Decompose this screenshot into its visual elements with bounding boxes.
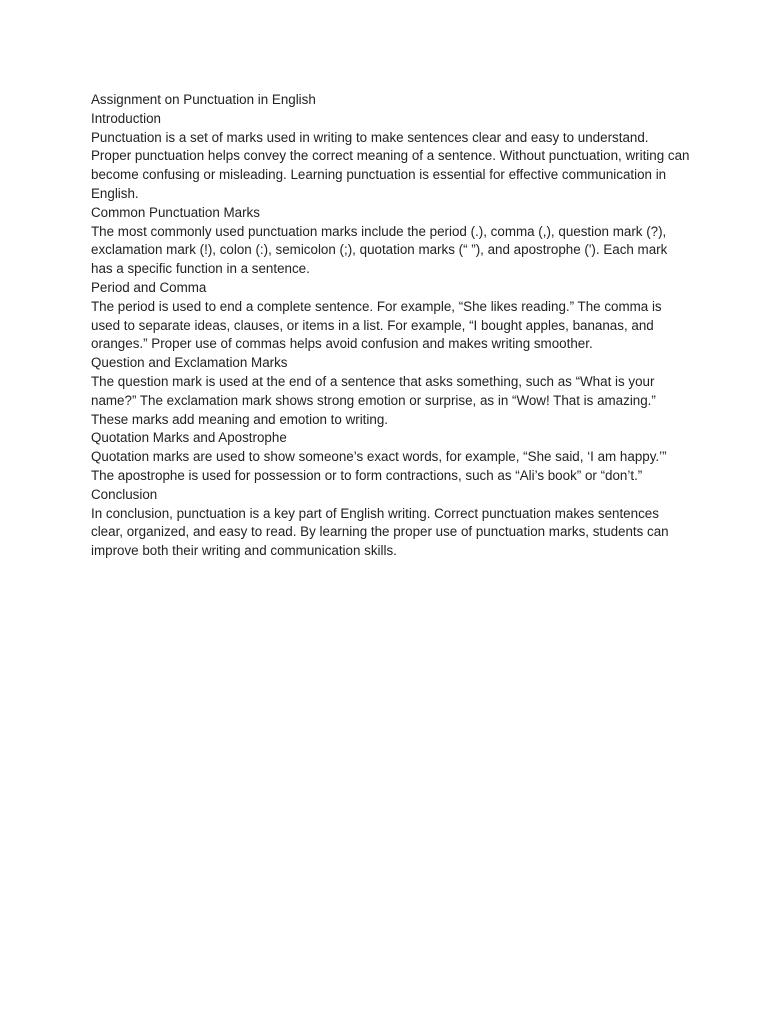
paragraph-period-and-comma: The period is used to end a complete sentence. For example, “She likes reading.” The comma is used to separate ideas, clauses, or items in a list. For example, “I bought apples, bananas, and oranges.” Proper use of commas helps avoid confusion and makes writing smoother. xyxy=(91,298,662,352)
paragraph-conclusion: In conclusion, punctuation is a key part of English writing. Correct punctuation makes sentences clear, organized, and easy to read. By learning the proper use of punctuation marks, students can improve both their writing and communication skills. xyxy=(91,505,669,559)
paragraph-introduction: Punctuation is a set of marks used in writing to make sentences clear and easy to understand. Proper punctuation helps convey the correct meaning of a sentence. Without punctuation, writing can become confusing or misleading. Learning punctuation is essential for effective communication in English. xyxy=(91,129,690,201)
paragraph-question-and-exclamation-marks: The question mark is used at the end of a sentence that asks something, such as “What is your name?” The exclamation mark shows strong emotion or surprise, as in “Wow! That is amazing.” These marks add meaning and emotion to writing. xyxy=(91,373,656,427)
heading-common-punctuation-marks: Common Punctuation Marks xyxy=(91,204,260,220)
heading-introduction: Introduction xyxy=(91,110,161,126)
heading-period-and-comma: Period and Comma xyxy=(91,279,207,295)
heading-conclusion: Conclusion xyxy=(91,486,158,502)
paragraph-quotation-marks-and-apostrophe: Quotation marks are used to show someone’s exact words, for example, “She said, ‘I am happy.’” The apostrophe is used for possession or to form contractions, such as “Ali’s book” or “don’t.” xyxy=(91,449,667,483)
heading-quotation-marks-and-apostrophe: Quotation Marks and Apostrophe xyxy=(91,430,287,446)
document-page xyxy=(91,91,691,561)
heading-question-and-exclamation-marks: Question and Exclamation Marks xyxy=(91,355,288,371)
document-title: Assignment on Punctuation in English xyxy=(91,92,316,107)
paragraph-common-punctuation-marks: The most commonly used punctuation marks include the period (.), comma (,), question mark (?), exclamation mark (!), colon (:), semicolon (;), quotation marks (“ ”), and apostrophe ('). Each mark has a specific function in a sentence. xyxy=(91,223,668,277)
